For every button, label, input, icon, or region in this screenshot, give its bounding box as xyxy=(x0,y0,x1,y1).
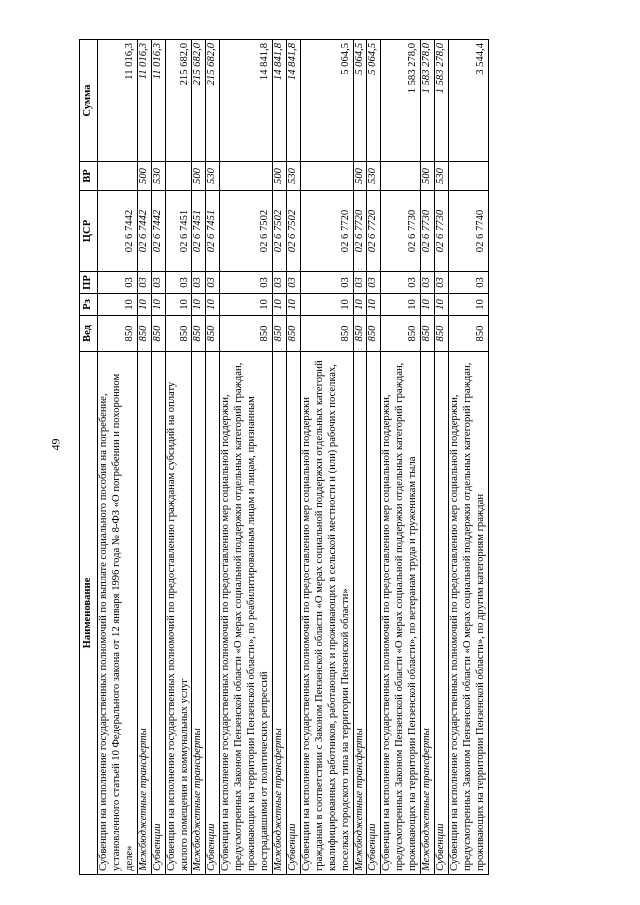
sum-cell: 11 016,3 xyxy=(98,40,138,162)
sum-cell: 11 016,3 xyxy=(137,40,151,162)
vr-cell: 530 xyxy=(206,162,220,191)
sum-cell: 5 064,5 xyxy=(367,40,381,162)
csr-cell: 02 6 7730 xyxy=(421,191,435,272)
rz-cell: 10 xyxy=(448,294,488,316)
sum-cell: 215 682,0 xyxy=(165,40,192,162)
pr-cell: 03 xyxy=(435,272,449,294)
vr-cell: 530 xyxy=(286,162,300,191)
rotated-table-container xyxy=(79,40,585,875)
table-row xyxy=(421,40,435,875)
table-row xyxy=(300,40,353,875)
vr-cell xyxy=(448,162,488,191)
rz-cell: 10 xyxy=(137,294,151,316)
header-csr: ЦСР xyxy=(80,191,98,272)
pr-cell: 03 xyxy=(353,272,367,294)
rz-cell: 10 xyxy=(367,294,381,316)
header-rz: Рз xyxy=(80,294,98,316)
pr-cell: 03 xyxy=(381,272,421,294)
page-number: 49 xyxy=(48,438,63,451)
name-cell: Межбюджетные трансферты xyxy=(272,352,286,875)
name-cell: Субвенции xyxy=(206,352,220,875)
name-cell: Субвенции xyxy=(286,352,300,875)
table-row xyxy=(367,40,381,875)
sum-cell: 215 682,0 xyxy=(206,40,220,162)
ved-cell: 850 xyxy=(367,316,381,352)
rz-cell: 10 xyxy=(381,294,421,316)
ved-cell: 850 xyxy=(272,316,286,352)
rz-cell: 10 xyxy=(286,294,300,316)
table-row xyxy=(381,40,421,875)
csr-cell: 02 6 7502 xyxy=(220,191,273,272)
sum-cell: 11 016,3 xyxy=(151,40,165,162)
csr-cell: 02 6 7720 xyxy=(353,191,367,272)
csr-cell: 02 6 7720 xyxy=(300,191,353,272)
rz-cell: 10 xyxy=(206,294,220,316)
csr-cell: 02 6 7730 xyxy=(435,191,449,272)
rz-cell: 10 xyxy=(220,294,273,316)
rz-cell: 10 xyxy=(421,294,435,316)
table-row xyxy=(448,40,488,875)
ved-cell: 850 xyxy=(448,316,488,352)
table-header-row xyxy=(80,40,98,875)
sum-cell: 1 583 278,0 xyxy=(421,40,435,162)
name-cell: Субвенции на исполнение государственных полномочий по предоставлению мер социальной поддержки, предусмотренных Законом Пензенской области «О мерах социальной поддержки отдельных категорий граждан, проживающих на территории Пензенской области», по другим категориям граждан xyxy=(448,352,488,875)
pr-cell: 03 xyxy=(137,272,151,294)
pr-cell: 03 xyxy=(300,272,353,294)
vr-cell: 530 xyxy=(151,162,165,191)
name-cell: Субвенции на исполнение государственных полномочий по предоставлению мер социальной поддержки гражданам в соответствии с Законом Пензенской области «О мерах социальной поддержки отдельных категорий квалифицированных работников, работающих и проживающих в сельской местности и (или) рабочих поселках, поселках городского типа на территории Пензенской области» xyxy=(300,352,353,875)
table-row xyxy=(165,40,192,875)
sum-cell: 215 682,0 xyxy=(192,40,206,162)
csr-cell: 02 6 7451 xyxy=(165,191,192,272)
ved-cell: 850 xyxy=(421,316,435,352)
table-row xyxy=(98,40,138,875)
name-cell: Субвенции xyxy=(367,352,381,875)
ved-cell: 850 xyxy=(353,316,367,352)
header-name: Наименование xyxy=(80,352,98,875)
sum-cell: 5 064,5 xyxy=(300,40,353,162)
sum-cell: 14 841,8 xyxy=(272,40,286,162)
header-pr: ПР xyxy=(80,272,98,294)
csr-cell: 02 6 7442 xyxy=(137,191,151,272)
name-cell: Субвенции на исполнение государственных полномочий по выплате социального пособия на погребение, установленного статьей 10 Федерального закона от 12 января 1996 года № 8-ФЗ «О погребении и похоронном деле» xyxy=(98,352,138,875)
vr-cell xyxy=(98,162,138,191)
csr-cell: 02 6 7502 xyxy=(272,191,286,272)
name-cell: Субвенции на исполнение государственных полномочий по предоставлению мер социальной поддержки, предусмотренных Законом Пензенской области «О мерах социальной поддержки отдельных категорий граждан, проживающих на территории Пензенской области», по реабилитированным лицам и лицам, признанным пострадавшими от политических репрессий xyxy=(220,352,273,875)
table-body xyxy=(98,40,489,875)
rz-cell: 10 xyxy=(98,294,138,316)
csr-cell: 02 6 7720 xyxy=(367,191,381,272)
vr-cell: 530 xyxy=(367,162,381,191)
table-row xyxy=(353,40,367,875)
rz-cell: 10 xyxy=(353,294,367,316)
name-cell: Субвенции xyxy=(435,352,449,875)
pr-cell: 03 xyxy=(151,272,165,294)
vr-cell xyxy=(165,162,192,191)
budget-table xyxy=(79,39,489,875)
pr-cell: 03 xyxy=(220,272,273,294)
ved-cell: 850 xyxy=(98,316,138,352)
header-sum: Сумма xyxy=(80,40,98,162)
vr-cell xyxy=(300,162,353,191)
sum-cell: 1 583 278,0 xyxy=(381,40,421,162)
ved-cell: 850 xyxy=(300,316,353,352)
vr-cell xyxy=(381,162,421,191)
sum-cell: 5 064,5 xyxy=(353,40,367,162)
table-row xyxy=(151,40,165,875)
ved-cell: 850 xyxy=(206,316,220,352)
ved-cell: 850 xyxy=(220,316,273,352)
csr-cell: 02 6 7740 xyxy=(448,191,488,272)
name-cell: Субвенции xyxy=(151,352,165,875)
table-row xyxy=(272,40,286,875)
ved-cell: 850 xyxy=(151,316,165,352)
rz-cell: 10 xyxy=(435,294,449,316)
rz-cell: 10 xyxy=(300,294,353,316)
header-ved: Вед xyxy=(80,316,98,352)
name-cell: Субвенции на исполнение государственных полномочий по предоставлению гражданам субсидий на оплату жилого помещения и коммунальных услуг xyxy=(165,352,192,875)
table-row xyxy=(435,40,449,875)
pr-cell: 03 xyxy=(272,272,286,294)
pr-cell: 03 xyxy=(421,272,435,294)
name-cell: Межбюджетные трансферты xyxy=(421,352,435,875)
csr-cell: 02 6 7730 xyxy=(381,191,421,272)
name-cell: Межбюджетные трансферты xyxy=(137,352,151,875)
pr-cell: 03 xyxy=(98,272,138,294)
pr-cell: 03 xyxy=(367,272,381,294)
table-row xyxy=(220,40,273,875)
name-cell: Субвенции на исполнение государственных полномочий по предоставлению мер социальной поддержки, предусмотренных Законом Пензенской области «О мерах социальной поддержки отдельных категорий граждан, проживающих на территории Пензенской области», по ветеранам труда и труженикам тыла xyxy=(381,352,421,875)
table-row xyxy=(137,40,151,875)
vr-cell: 530 xyxy=(435,162,449,191)
rz-cell: 10 xyxy=(272,294,286,316)
rz-cell: 10 xyxy=(165,294,192,316)
ved-cell: 850 xyxy=(286,316,300,352)
ved-cell: 850 xyxy=(435,316,449,352)
csr-cell: 02 6 7502 xyxy=(286,191,300,272)
vr-cell: 500 xyxy=(421,162,435,191)
sum-cell: 14 841,8 xyxy=(286,40,300,162)
vr-cell: 500 xyxy=(192,162,206,191)
ved-cell: 850 xyxy=(192,316,206,352)
vr-cell: 500 xyxy=(353,162,367,191)
pr-cell: 03 xyxy=(165,272,192,294)
sum-cell: 1 583 278,0 xyxy=(435,40,449,162)
csr-cell: 02 6 7451 xyxy=(206,191,220,272)
csr-cell: 02 6 7442 xyxy=(151,191,165,272)
sum-cell: 3 544,4 xyxy=(448,40,488,162)
ved-cell: 850 xyxy=(137,316,151,352)
table-row xyxy=(206,40,220,875)
header-vr: ВР xyxy=(80,162,98,191)
rz-cell: 10 xyxy=(192,294,206,316)
pr-cell: 03 xyxy=(192,272,206,294)
table-row xyxy=(286,40,300,875)
table-row xyxy=(192,40,206,875)
pr-cell: 03 xyxy=(206,272,220,294)
ved-cell: 850 xyxy=(381,316,421,352)
ved-cell: 850 xyxy=(165,316,192,352)
name-cell: Межбюджетные трансферты xyxy=(192,352,206,875)
pr-cell: 03 xyxy=(448,272,488,294)
pr-cell: 03 xyxy=(286,272,300,294)
csr-cell: 02 6 7451 xyxy=(192,191,206,272)
rz-cell: 10 xyxy=(151,294,165,316)
vr-cell: 500 xyxy=(272,162,286,191)
csr-cell: 02 6 7442 xyxy=(98,191,138,272)
name-cell: Межбюджетные трансферты xyxy=(353,352,367,875)
vr-cell: 500 xyxy=(137,162,151,191)
sum-cell: 14 841,8 xyxy=(220,40,273,162)
vr-cell xyxy=(220,162,273,191)
